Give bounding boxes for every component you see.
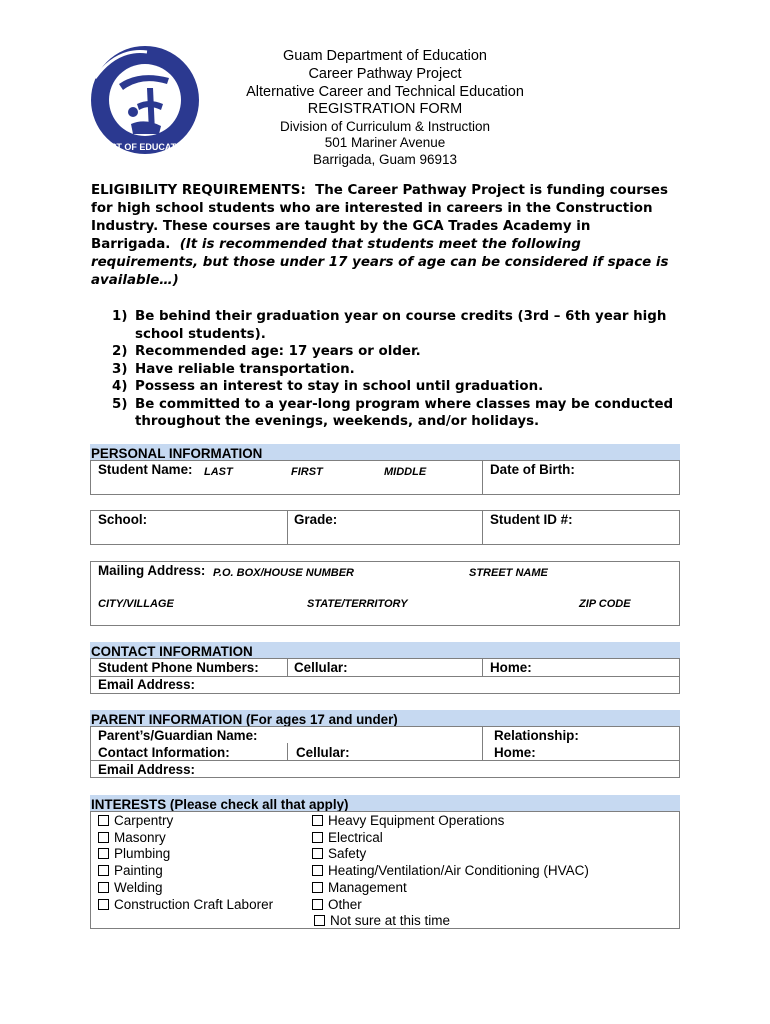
eligibility-body: The Career Pathway Project is funding courses for high school students who are interested in careers in the Construction Industry. These courses are taught by the GCA Trades Academy in Barrigada.: [91, 183, 668, 252]
interest-welding[interactable]: Welding: [98, 879, 163, 896]
checkbox[interactable]: [98, 832, 109, 843]
list-item: 3) Have reliable transportation.: [112, 361, 355, 377]
header-line-1: Guam Department of Education: [283, 48, 487, 64]
interest-painting[interactable]: Painting: [98, 862, 163, 879]
list-item: 1) Be behind their graduation year on course credits (3rd – 6th year high school students).: [112, 309, 667, 342]
interest-not-sure[interactable]: Not sure at this time: [314, 912, 450, 929]
last-name-label: LAST: [204, 466, 233, 478]
student-id-label: Student ID #:: [490, 512, 573, 527]
checkbox[interactable]: [312, 815, 323, 826]
interest-electrical[interactable]: Electrical: [312, 829, 383, 846]
parent-info-header: PARENT INFORMATION (For ages 17 and under): [90, 710, 680, 727]
header-line-2: Career Pathway Project: [308, 66, 462, 82]
division-line: Division of Curriculum & Instruction: [279, 119, 491, 134]
grade-label: Grade:: [294, 512, 338, 527]
list-item: 4) Possess an interest to stay in school until graduation.: [112, 379, 544, 394]
contact-info-header: CONTACT INFORMATION: [90, 642, 680, 659]
middle-name-label: MIDDLE: [384, 466, 427, 478]
interests-header: INTERESTS (Please check all that apply): [90, 795, 680, 812]
interest-other[interactable]: Other: [312, 896, 362, 913]
list-item: 2) Recommended age: 17 years or older.: [112, 344, 421, 359]
list-item: 5) Be committed to a year-long program where classes may be conducted throughout the evenings, weekends, and/or holidays.: [112, 396, 674, 429]
department-of-education-seal: [89, 44, 201, 156]
parent-email-label: Email Address:: [98, 762, 195, 777]
checkbox[interactable]: [314, 915, 325, 926]
student-name-label: Student Name:: [98, 462, 193, 477]
zip-label: ZIP CODE: [579, 598, 631, 610]
city-line: Barrigada, Guam 96913: [312, 152, 458, 167]
interest-carpentry[interactable]: Carpentry: [98, 812, 173, 829]
checkbox[interactable]: [98, 865, 109, 876]
checkbox[interactable]: [312, 832, 323, 843]
street-name-label: STREET NAME: [469, 567, 548, 579]
requirements-list: [91, 308, 691, 431]
parent-cellular-label: Cellular:: [296, 745, 350, 760]
guardian-name-label: Parent’s/Guardian Name:: [98, 728, 258, 743]
personal-info-header: PERSONAL INFORMATION: [90, 444, 680, 461]
interest-management[interactable]: Management: [312, 879, 407, 896]
contact-information-label: Contact Information:: [98, 745, 230, 760]
checkbox[interactable]: [98, 815, 109, 826]
address-line: 501 Mariner Avenue: [324, 135, 446, 150]
interest-hvac[interactable]: Heating/Ventilation/Air Conditioning (HVAC): [312, 862, 589, 879]
checkbox[interactable]: [98, 882, 109, 893]
interest-construction-craft-laborer[interactable]: Construction Craft Laborer: [98, 896, 273, 913]
interest-safety[interactable]: Safety: [312, 845, 366, 862]
state-label: STATE/TERRITORY: [307, 598, 408, 610]
relationship-label: Relationship:: [494, 728, 579, 743]
checkbox[interactable]: [98, 848, 109, 859]
school-row: [90, 510, 680, 545]
eligibility-lead: ELIGIBILITY REQUIREMENTS:: [91, 183, 306, 198]
interest-heavy-equipment[interactable]: Heavy Equipment Operations: [312, 812, 504, 829]
school-label: School:: [98, 512, 148, 527]
first-name-label: FIRST: [291, 466, 323, 478]
checkbox[interactable]: [312, 899, 323, 910]
header-line-3: Alternative Career and Technical Education: [246, 84, 524, 100]
eligibility-note: (It is recommended that students meet the following requirements, but those under 17 years of age can be considered if space is available…): [91, 237, 669, 288]
interest-plumbing[interactable]: Plumbing: [98, 845, 170, 862]
city-label: CITY/VILLAGE: [98, 598, 174, 610]
form-title: REGISTRATION FORM: [307, 101, 463, 117]
email-label: Email Address:: [98, 677, 195, 692]
interest-masonry[interactable]: Masonry: [98, 829, 166, 846]
svg-text:DEPT OF EDUCATION: DEPT OF EDUCATION: [97, 142, 193, 152]
cellular-label: Cellular:: [294, 660, 348, 675]
parent-home-label: Home:: [494, 745, 536, 760]
phone-numbers-label: Student Phone Numbers:: [98, 660, 259, 675]
eligibility-paragraph: [91, 182, 671, 290]
po-box-label: P.O. BOX/HOUSE NUMBER: [213, 567, 354, 579]
checkbox[interactable]: [312, 882, 323, 893]
checkbox[interactable]: [312, 848, 323, 859]
dob-label: Date of Birth:: [490, 462, 575, 477]
checkbox[interactable]: [312, 865, 323, 876]
checkbox[interactable]: [98, 899, 109, 910]
home-phone-label: Home:: [490, 660, 532, 675]
mailing-address-label: Mailing Address:: [98, 563, 206, 578]
